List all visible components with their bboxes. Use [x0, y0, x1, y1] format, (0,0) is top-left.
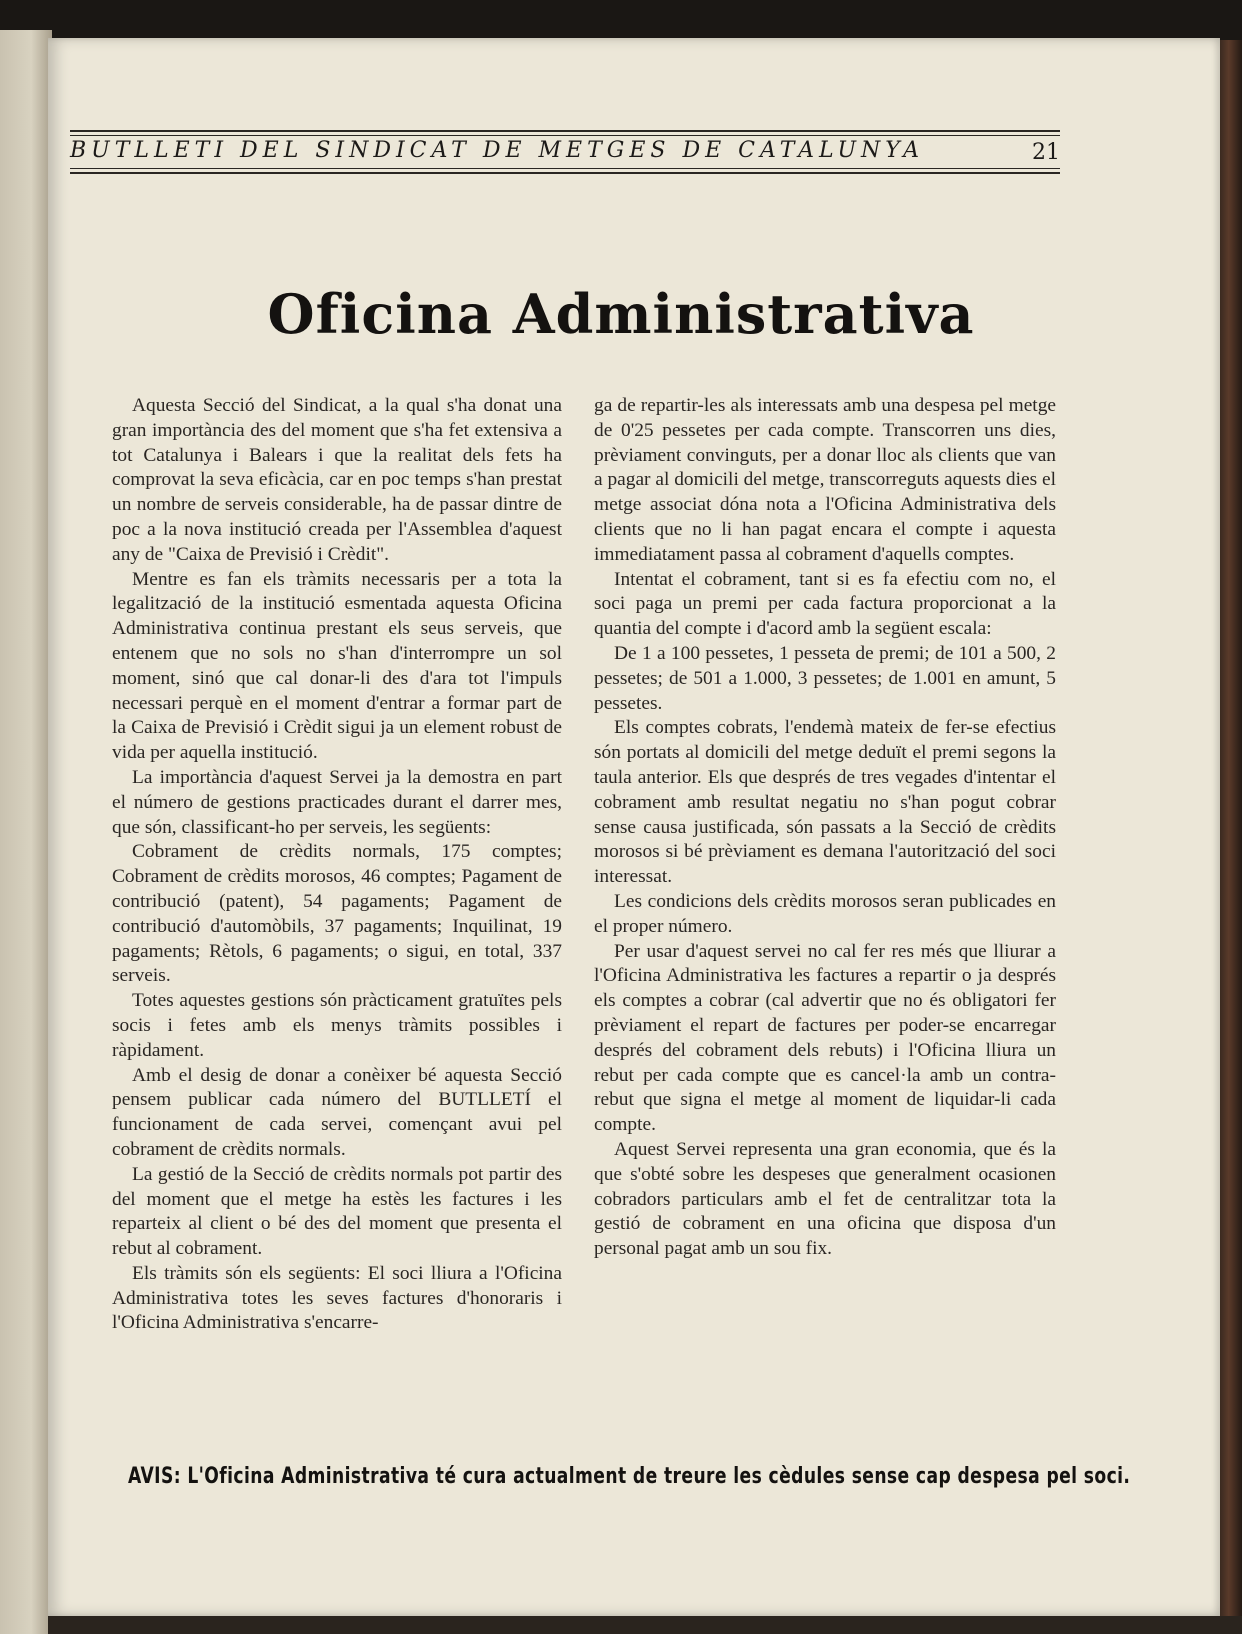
article-title: Oficina Administrativa	[267, 282, 975, 346]
paragraph: Aquest Servei representa una gran economia, que és la que s'obté sobre les despeses que generalment ocasionen cobradors particulars amb el fet de centralitzar tota la gestió de cobrament en una oficina que disposa d'un personal pagat amb un sou fix.	[594, 1138, 1056, 1260]
paragraph: De 1 a 100 pessetes, 1 pesseta de premi; de 101 a 500, 2 pessetes; de 501 a 1.000, 3 pessetes; de 1.001 en amunt, 5 pessetes.	[594, 642, 1056, 714]
paragraph: La importància d'aquest Servei ja la demostra en part el número de gestions practicades durant el darrer mes, que són, classificant-ho per serveis, les següents:	[112, 766, 562, 838]
running-head	[70, 138, 1060, 166]
paragraph: Les condicions dels crèdits morosos seran publicades en el proper número.	[594, 890, 1056, 937]
header-rule	[70, 130, 1060, 132]
paragraph: La gestió de la Secció de crèdits normals pot partir des del moment que el metge ha estès les factures i les reparteix al client o bé des del moment que presenta el rebut al cobrament.	[112, 1163, 562, 1260]
paragraph: Els tràmits són els següents: El soci lliura a l'Oficina Administrativa totes les seves factures d'honoraris i l'Oficina Administrativa s'encarre-	[112, 1262, 562, 1334]
running-title: BUTLLETI DEL SINDICAT DE METGES DE CATALUNYA	[70, 138, 924, 163]
paragraph: Cobrament de crèdits normals, 175 comptes; Cobrament de crèdits morosos, 46 comptes; Pagament de contribució (patent), 54 pagaments; Pagament de contribució d'automòbils, 37 pagaments; Inquilinat, 19 pagaments; Rètols, 6 pagaments; o sigui, en total, 337 serveis.	[112, 841, 562, 987]
paragraph-continued: ga de repartir-les als interessats amb una despesa pel metge de 0'25 pessetes per cada compte. Transcorren uns dies, prèviament convinguts, per a donar lloc als clients que van a pagar al domicili del metge, transcorreguts aquests dies el metge associat dóna nota a l'Oficina Administrativa dels clients que no li han pagat encara el compte i aquesta immediatament passa al cobrament d'aquells comptes.	[594, 395, 1056, 565]
paragraph: Totes aquestes gestions són pràcticament gratuïtes pels socis i fetes amb els menys tràmits possibles i ràpidament.	[112, 990, 562, 1061]
notice-banner: AVIS: L'Oficina Administrativa té cura actualment de treure les cèdules sense cap despesa pel soci.	[128, 1464, 1131, 1489]
header-rule	[70, 168, 1060, 169]
book-binding	[1220, 40, 1242, 1634]
paragraph: Els comptes cobrats, l'endemà mateix de fer-se efectius són portats al domicili del metge deduït el premi segons la taula anterior. Els que després de tres vegades d'intentar el cobrament amb resultat negatiu no s'han pogut cobrar sense causa justificada, són passats a la Secció de crèdits morosos si bé prèviament es demana l'autorització del soci interessat.	[594, 717, 1056, 888]
page-shadow	[48, 1616, 1242, 1634]
previous-page-edge	[0, 30, 52, 1634]
page-number: 21	[1032, 140, 1060, 165]
header-rule	[70, 172, 1060, 174]
paragraph: Mentre es fan els tràmits necessaris per a tota la legalització de la institució esmentada aquesta Oficina Administrativa continua prestant els seus serveis, que entenem que no sols no s'han d'interrompre un sol moment, sinó que cal donar-li des d'ara tot l'impuls necessari perquè en el moment d'entrar a formar part de la Caixa de Previsió i Crèdit sigui ja un element robust de vida per aquella institució.	[112, 568, 562, 764]
right-column	[594, 394, 1056, 1262]
left-column	[112, 394, 562, 1336]
paragraph: Intentat el cobrament, tant si es fa efectiu com no, el soci paga un premi per cada factura proporcionat a la quantia del compte i d'acord amb la següent escala:	[594, 568, 1056, 640]
paragraph: Aquesta Secció del Sindicat, a la qual s'ha donat una gran importància des del moment que s'ha fet extensiva a tot Catalunya i Balears i que la realitat dels fets ha comprovat la seva eficàcia, car en poc temps s'han prestat un nombre de serveis considerable, ha de passar dintre de poc a la nova institució creada per l'Assemblea d'aquest any de "Caixa de Previsió i Crèdit".	[112, 395, 562, 565]
paragraph: Per usar d'aquest servei no cal fer res més que lliurar a l'Oficina Administrativa les factures a repartir o ja després els comptes a cobrar (cal advertir que no és obligatori fer prèviament el repart de factures per poder-se encarregar després del cobrament dels rebuts) i l'Oficina lliura un rebut per cada compte que es cancel·la amb un contra-rebut que signa el metge al moment de liquidar-li cada compte.	[594, 940, 1056, 1136]
header-rule	[70, 135, 1060, 136]
paragraph: Amb el desig de donar a conèixer bé aquesta Secció pensem publicar cada número del BUTLLETÍ el funcionament de cada servei, començant avui pel cobrament de crèdits normals.	[112, 1064, 562, 1160]
